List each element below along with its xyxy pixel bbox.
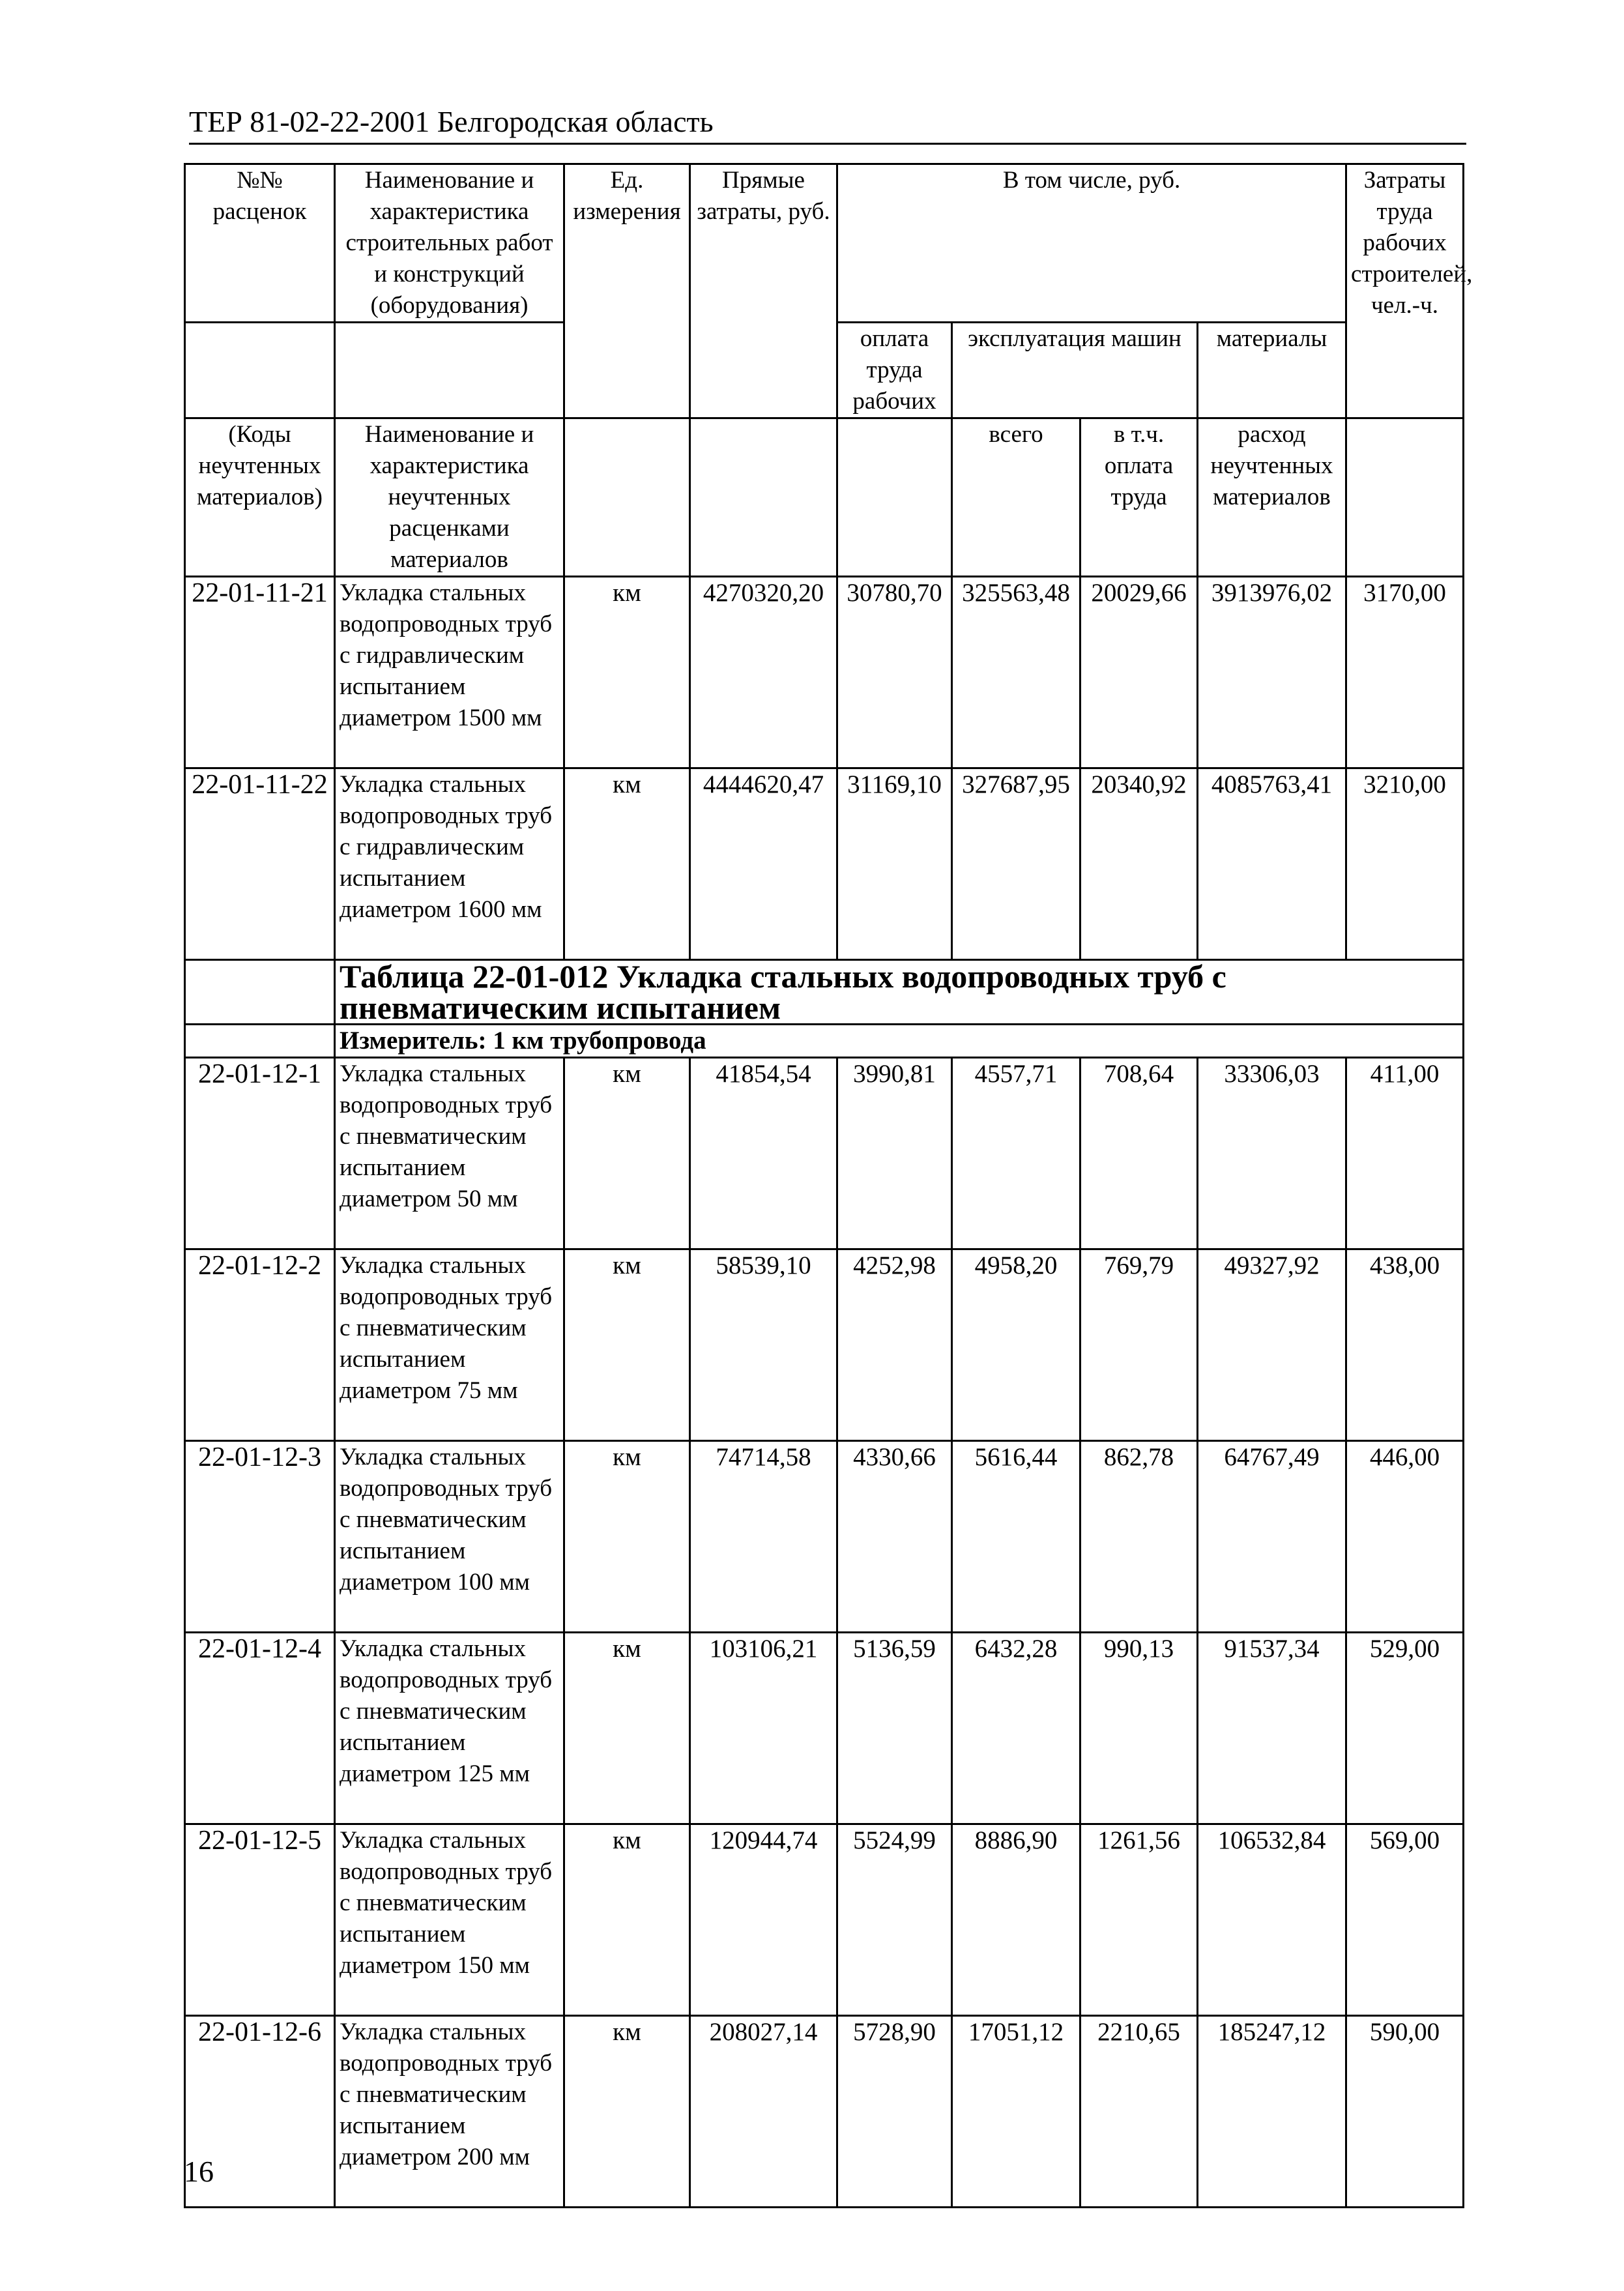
col-name-unacc-header: Наименование и характеристика неучтенных расценками материалов bbox=[335, 418, 564, 577]
price-table bbox=[184, 163, 1473, 2208]
row-labor-pay: 5136,59 bbox=[837, 1633, 952, 1824]
row-unit: км bbox=[564, 1824, 690, 2016]
row-machines-pay: 862,78 bbox=[1080, 1441, 1198, 1633]
row-machines-pay: 1261,56 bbox=[1080, 1824, 1198, 2016]
row-labor-pay: 5728,90 bbox=[837, 2016, 952, 2208]
page-number: 16 bbox=[184, 2155, 214, 2188]
table-row bbox=[185, 1249, 1464, 1441]
col-num-header: №№ расценок bbox=[185, 164, 335, 323]
row-code: 22-01-11-22 bbox=[185, 768, 335, 960]
row-machines-pay: 708,64 bbox=[1080, 1058, 1198, 1249]
row-code: 22-01-12-4 bbox=[185, 1633, 335, 1824]
col-unit-sub bbox=[564, 418, 690, 577]
col-labor-pay-header: оплата труда рабочих bbox=[837, 323, 952, 418]
row-labor-pay: 30780,70 bbox=[837, 577, 952, 768]
row-materials: 106532,84 bbox=[1198, 1824, 1346, 2016]
row-labor: 3210,00 bbox=[1346, 768, 1464, 960]
table-row bbox=[185, 1824, 1464, 2016]
row-machines-pay: 20029,66 bbox=[1080, 577, 1198, 768]
row-machines: 5616,44 bbox=[952, 1441, 1080, 1633]
row-direct: 58539,10 bbox=[690, 1249, 837, 1441]
col-incl-header: В том числе, руб. bbox=[837, 164, 1346, 323]
row-unit: км bbox=[564, 1249, 690, 1441]
row-labor: 3170,00 bbox=[1346, 577, 1464, 768]
row-machines-pay: 990,13 bbox=[1080, 1633, 1198, 1824]
col-direct-header: Прямые затраты, руб. bbox=[690, 164, 837, 418]
table-row bbox=[185, 1058, 1464, 1249]
row-code: 22-01-12-1 bbox=[185, 1058, 335, 1249]
row-name: Укладка стальных водопроводных труб с пневматическим испытанием диаметром 100 мм bbox=[335, 1441, 564, 1633]
row-machines: 6432,28 bbox=[952, 1633, 1080, 1824]
row-labor: 438,00 bbox=[1346, 1249, 1464, 1441]
row-machines: 4557,71 bbox=[952, 1058, 1080, 1249]
header-row-3 bbox=[185, 418, 1464, 577]
row-labor: 529,00 bbox=[1346, 1633, 1464, 1824]
row-labor: 569,00 bbox=[1346, 1824, 1464, 2016]
table-row bbox=[185, 1633, 1464, 1824]
row-machines: 8886,90 bbox=[952, 1824, 1080, 2016]
row-unit: км bbox=[564, 577, 690, 768]
row-direct: 208027,14 bbox=[690, 2016, 837, 2208]
row-machines-pay: 20340,92 bbox=[1080, 768, 1198, 960]
table-row bbox=[185, 577, 1464, 768]
row-name: Укладка стальных водопроводных труб с пневматическим испытанием диаметром 200 мм bbox=[335, 2016, 564, 2208]
col-labor-pay-sub bbox=[837, 418, 952, 577]
measure-row bbox=[185, 1025, 1464, 1058]
row-unit: км bbox=[564, 768, 690, 960]
col-machines-header: эксплуатация машин bbox=[952, 323, 1198, 418]
row-name: Укладка стальных водопроводных труб с пневматическим испытанием диаметром 125 мм bbox=[335, 1633, 564, 1824]
row-machines-pay: 2210,65 bbox=[1080, 2016, 1198, 2208]
table-title-blank bbox=[185, 960, 335, 1025]
table-row bbox=[185, 768, 1464, 960]
row-name: Укладка стальных водопроводных труб с гидравлическим испытанием диаметром 1600 мм bbox=[335, 768, 564, 960]
table-row bbox=[185, 2016, 1464, 2208]
col-machines-pay-header: в т.ч. оплата труда bbox=[1080, 418, 1198, 577]
col-name-spacer bbox=[335, 323, 564, 418]
row-machines: 17051,12 bbox=[952, 2016, 1080, 2208]
row-materials: 4085763,41 bbox=[1198, 768, 1346, 960]
row-labor: 590,00 bbox=[1346, 2016, 1464, 2208]
row-name: Укладка стальных водопроводных труб с пневматическим испытанием диаметром 150 мм bbox=[335, 1824, 564, 2016]
row-direct: 4270320,20 bbox=[690, 577, 837, 768]
row-materials: 49327,92 bbox=[1198, 1249, 1346, 1441]
row-name: Укладка стальных водопроводных труб с гидравлическим испытанием диаметром 1500 мм bbox=[335, 577, 564, 768]
row-labor-pay: 3990,81 bbox=[837, 1058, 952, 1249]
col-name-header: Наименование и характеристика строительных работ и конструкций (оборудования) bbox=[335, 164, 564, 323]
row-labor: 411,00 bbox=[1346, 1058, 1464, 1249]
row-materials: 64767,49 bbox=[1198, 1441, 1346, 1633]
measure-blank bbox=[185, 1025, 335, 1058]
col-unaccounted-header: расход неучтенных материалов bbox=[1198, 418, 1346, 577]
row-unit: км bbox=[564, 1441, 690, 1633]
row-code: 22-01-12-3 bbox=[185, 1441, 335, 1633]
row-unit: км bbox=[564, 2016, 690, 2208]
col-labor-sub bbox=[1346, 418, 1464, 577]
row-labor-pay: 31169,10 bbox=[837, 768, 952, 960]
row-name: Укладка стальных водопроводных труб с пневматическим испытанием диаметром 75 мм bbox=[335, 1249, 564, 1441]
table-title: Таблица 22-01-012 Укладка стальных водопроводных труб с пневматическим испытанием bbox=[335, 960, 1464, 1025]
table-title-row bbox=[185, 960, 1464, 1025]
measure-label: Измеритель: 1 км трубопровода bbox=[335, 1025, 1464, 1058]
row-machines-pay: 769,79 bbox=[1080, 1249, 1198, 1441]
row-machines: 327687,95 bbox=[952, 768, 1080, 960]
col-direct-sub bbox=[690, 418, 837, 577]
row-code: 22-01-12-2 bbox=[185, 1249, 335, 1441]
col-materials-header: материалы bbox=[1198, 323, 1346, 418]
row-direct: 103106,21 bbox=[690, 1633, 837, 1824]
row-name: Укладка стальных водопроводных труб с пневматическим испытанием диаметром 50 мм bbox=[335, 1058, 564, 1249]
col-unit-header: Ед. измерения bbox=[564, 164, 690, 418]
col-labor-header: Затраты труда рабочих строителей, чел.-ч. bbox=[1346, 164, 1464, 418]
row-labor: 446,00 bbox=[1346, 1441, 1464, 1633]
row-materials: 185247,12 bbox=[1198, 2016, 1346, 2208]
row-code: 22-01-11-21 bbox=[185, 577, 335, 768]
col-codes-header: (Коды неучтенных материалов) bbox=[185, 418, 335, 577]
row-direct: 4444620,47 bbox=[690, 768, 837, 960]
row-materials: 33306,03 bbox=[1198, 1058, 1346, 1249]
header-row-1 bbox=[185, 164, 1464, 323]
row-code: 22-01-12-5 bbox=[185, 1824, 335, 2016]
row-labor-pay: 4252,98 bbox=[837, 1249, 952, 1441]
row-labor-pay: 5524,99 bbox=[837, 1824, 952, 2016]
col-machines-total-header: всего bbox=[952, 418, 1080, 577]
row-direct: 41854,54 bbox=[690, 1058, 837, 1249]
row-materials: 91537,34 bbox=[1198, 1633, 1346, 1824]
row-code: 22-01-12-6 bbox=[185, 2016, 335, 2208]
row-direct: 120944,74 bbox=[690, 1824, 837, 2016]
page-header: ТЕР 81-02-22-2001 Белгородская область bbox=[189, 104, 1466, 145]
row-unit: км bbox=[564, 1058, 690, 1249]
row-machines: 4958,20 bbox=[952, 1249, 1080, 1441]
row-labor-pay: 4330,66 bbox=[837, 1441, 952, 1633]
row-materials: 3913976,02 bbox=[1198, 577, 1346, 768]
row-machines: 325563,48 bbox=[952, 577, 1080, 768]
col-num-spacer bbox=[185, 323, 335, 418]
table-row bbox=[185, 1441, 1464, 1633]
row-direct: 74714,58 bbox=[690, 1441, 837, 1633]
row-unit: км bbox=[564, 1633, 690, 1824]
